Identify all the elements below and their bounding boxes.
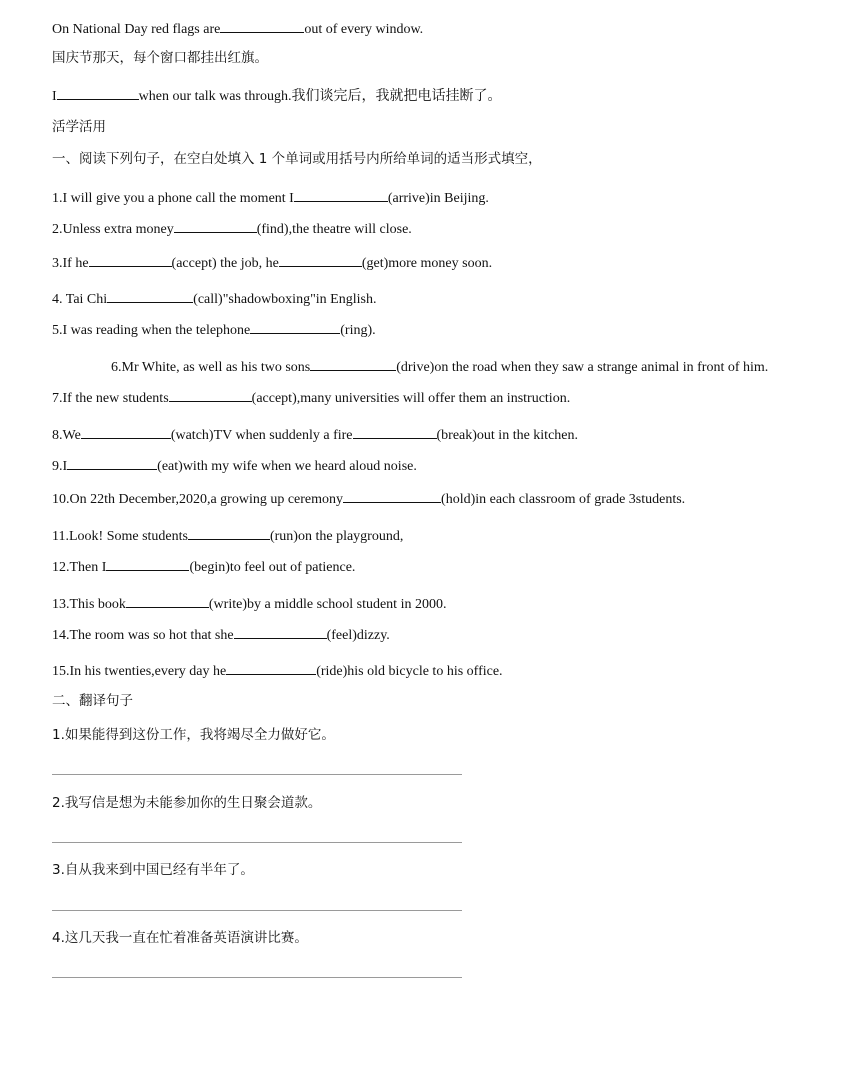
text: (break)out in the kitchen. <box>436 428 579 443</box>
question-4 <box>52 289 376 309</box>
answer-blank[interactable] <box>169 388 252 402</box>
text: 1.I will give you a phone call the moment I <box>52 191 294 206</box>
text: (drive)on the road when they saw a strange animal in front of him. <box>396 360 769 375</box>
text: 12.Then I <box>52 560 107 575</box>
text: 8.We <box>52 428 81 443</box>
question-15 <box>52 661 503 681</box>
question-11 <box>52 526 403 546</box>
intro-sentence-2 <box>52 86 501 106</box>
question-9 <box>52 456 417 476</box>
answer-blank[interactable] <box>107 289 193 303</box>
translate-item-1: 1.如果能得到这份工作，我将竭尽全力做好它。 <box>52 727 335 743</box>
question-1 <box>52 188 489 208</box>
text: 3.If he <box>52 256 89 271</box>
text: (accept),many universities will offer them an instruction. <box>251 391 571 406</box>
text: (write)by a middle school student in 2000. <box>208 597 447 612</box>
text: (begin)to feel out of patience. <box>189 560 356 575</box>
text: 11.Look! Some students <box>52 529 188 544</box>
text: (accept) the job, he <box>171 256 279 271</box>
intro-translation: 国庆节那天，每个窗口都挂出红旗。 <box>52 50 268 66</box>
answer-line[interactable] <box>52 842 462 843</box>
text: 2.Unless extra money <box>52 222 174 237</box>
question-7 <box>52 388 570 408</box>
intro-sentence-1 <box>52 19 423 39</box>
translate-item-4: 4.这几天我一直在忙着准备英语演讲比赛。 <box>52 930 308 946</box>
answer-blank[interactable] <box>188 526 270 540</box>
answer-blank[interactable] <box>106 557 189 571</box>
answer-blank[interactable] <box>279 253 362 267</box>
text: (ring). <box>340 323 376 338</box>
answer-blank[interactable] <box>89 253 172 267</box>
text: (feel)dizzy. <box>326 628 390 643</box>
text: when our talk was through.我们谈完后，我就把电话挂断了。 <box>138 89 502 104</box>
question-13 <box>52 594 446 614</box>
text: On National Day red flags are <box>52 22 221 37</box>
text: (ride)his old bicycle to his office. <box>316 664 503 679</box>
answer-blank[interactable] <box>126 594 209 608</box>
answer-blank[interactable] <box>67 456 157 470</box>
text: (arrive)in Beijing. <box>387 191 489 206</box>
answer-blank[interactable] <box>294 188 388 202</box>
answer-blank[interactable] <box>250 320 340 334</box>
section-practice-heading: 活学活用 <box>52 119 106 135</box>
text: 13.This book <box>52 597 126 612</box>
answer-blank[interactable] <box>81 425 171 439</box>
translate-item-3: 3.自从我来到中国已经有半年了。 <box>52 862 254 878</box>
text: out of every window. <box>304 22 424 37</box>
text: 14.The room was so hot that she <box>52 628 234 643</box>
answer-blank[interactable] <box>226 661 316 675</box>
translate-item-2: 2.我写信是想为未能参加你的生日聚会道款。 <box>52 795 322 811</box>
text: 7.If the new students <box>52 391 169 406</box>
answer-blank[interactable] <box>310 357 396 371</box>
text: (call)"shadowboxing"in English. <box>193 292 377 307</box>
text: (eat)with my wife when we heard aloud noise. <box>157 459 417 474</box>
question-6 <box>111 357 768 377</box>
question-12 <box>52 557 355 577</box>
answer-blank[interactable] <box>220 19 304 33</box>
answer-line[interactable] <box>52 977 462 978</box>
question-14 <box>52 625 390 645</box>
answer-blank[interactable] <box>174 219 257 233</box>
question-2 <box>52 219 412 239</box>
text: (hold)in each classroom of grade 3students. <box>441 492 686 507</box>
answer-blank[interactable] <box>343 489 441 503</box>
text: 4. Tai Chi <box>52 292 108 307</box>
text: 6.Mr White, as well as his two sons <box>111 360 311 375</box>
text: (get)more money soon. <box>361 256 493 271</box>
text: (run)on the playground, <box>269 529 404 544</box>
answer-line[interactable] <box>52 774 462 775</box>
question-10 <box>52 489 685 509</box>
section-2-heading: 二、翻译句子 <box>52 693 133 709</box>
question-5 <box>52 320 376 340</box>
question-3 <box>52 253 492 273</box>
text: 5.I was reading when the telephone <box>52 323 251 338</box>
text: I <box>52 89 57 104</box>
answer-blank[interactable] <box>353 425 437 439</box>
text: 10.On 22th December,2020,a growing up ceremony <box>52 492 344 507</box>
text: 15.In his twenties,every day he <box>52 664 227 679</box>
section-1-heading: 一、阅读下列句子，在空白处填入 1 个单词或用括号内所给单词的适当形式填空， <box>52 151 542 167</box>
answer-line[interactable] <box>52 910 462 911</box>
answer-blank[interactable] <box>234 625 327 639</box>
text: 9.I <box>52 459 68 474</box>
text: (watch)TV when suddenly a fire <box>170 428 353 443</box>
answer-blank[interactable] <box>57 86 139 100</box>
question-8 <box>52 425 578 445</box>
text: (find),the theatre will close. <box>256 222 412 237</box>
